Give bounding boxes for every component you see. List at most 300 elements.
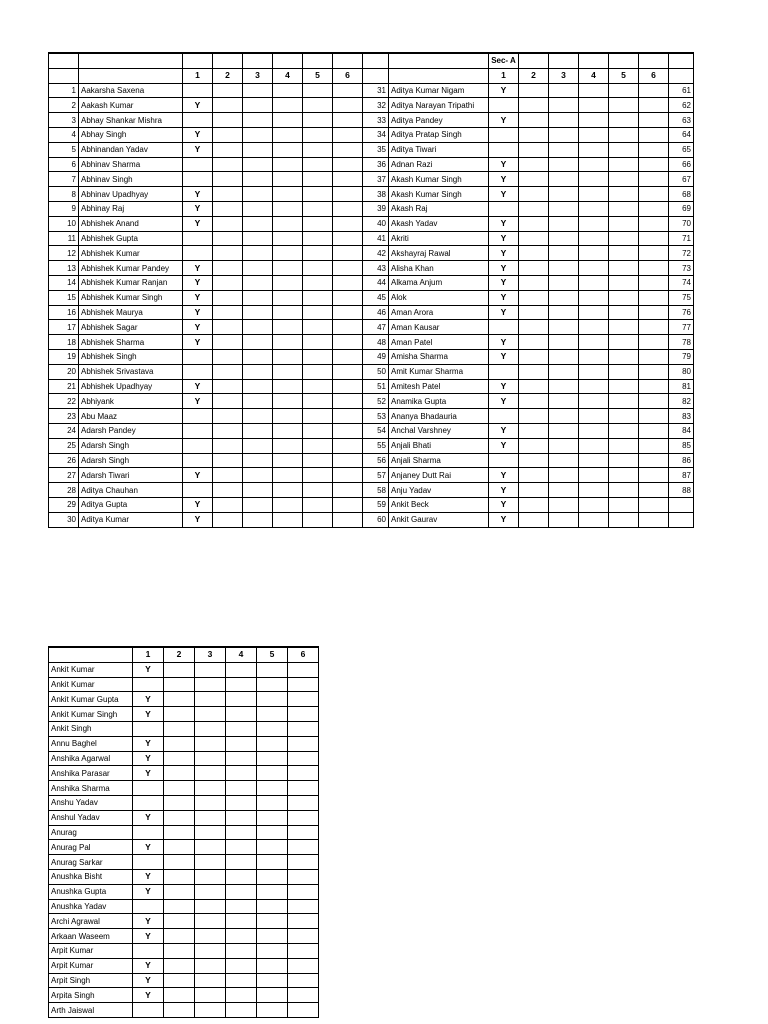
mark-cell	[195, 810, 226, 825]
mark-cell	[164, 825, 195, 840]
mark-cell	[226, 899, 257, 914]
mark-cell	[519, 172, 549, 187]
student-name: Anju Yadav	[389, 483, 489, 498]
mark-cell	[213, 142, 243, 157]
mark-cell	[288, 855, 319, 870]
mark-cell	[257, 692, 288, 707]
mark-cell	[609, 483, 639, 498]
mark-cell	[609, 305, 639, 320]
mark-cell	[609, 246, 639, 261]
student-name: Aditya Chauhan	[79, 483, 183, 498]
mark-cell	[195, 929, 226, 944]
mark-cell	[609, 320, 639, 335]
roll-number: 9	[49, 201, 79, 216]
mark-cell	[195, 958, 226, 973]
mark-cell	[226, 721, 257, 736]
student-name: Arth Jaiswal	[49, 1003, 133, 1018]
mark-cell	[549, 364, 579, 379]
column-header: 6	[639, 68, 669, 83]
column-header: 4	[273, 68, 303, 83]
mark-cell	[489, 320, 519, 335]
mark-cell	[213, 379, 243, 394]
roll-number: 28	[49, 483, 79, 498]
mark-cell	[183, 349, 213, 364]
table-row	[49, 142, 694, 157]
mark-cell	[273, 275, 303, 290]
mark-cell	[213, 320, 243, 335]
roll-number-continued: 63	[669, 113, 694, 128]
roll-number: 27	[49, 468, 79, 483]
mark-cell: Y	[183, 187, 213, 202]
roll-number: 32	[363, 98, 389, 113]
mark-cell	[183, 83, 213, 98]
empty-cell	[333, 53, 363, 68]
mark-cell	[213, 423, 243, 438]
mark-cell	[164, 899, 195, 914]
roll-number: 18	[49, 335, 79, 350]
mark-cell	[183, 246, 213, 261]
student-name: Anushka Yadav	[49, 899, 133, 914]
empty-cell	[49, 647, 133, 662]
mark-cell	[303, 468, 333, 483]
mark-cell: Y	[489, 261, 519, 276]
mark-cell	[243, 453, 273, 468]
roll-number-continued: 87	[669, 468, 694, 483]
table-row	[49, 497, 694, 512]
mark-cell	[164, 884, 195, 899]
mark-cell	[519, 512, 549, 527]
mark-cell	[333, 231, 363, 246]
empty-cell	[389, 53, 489, 68]
mark-cell	[183, 483, 213, 498]
mark-cell	[195, 869, 226, 884]
section-row	[49, 53, 694, 68]
student-name: Aman Patel	[389, 335, 489, 350]
roll-number: 11	[49, 231, 79, 246]
mark-cell	[609, 468, 639, 483]
empty-cell	[389, 68, 489, 83]
mark-cell	[303, 438, 333, 453]
student-name: Abhishek Gupta	[79, 231, 183, 246]
mark-cell	[579, 335, 609, 350]
mark-cell	[333, 497, 363, 512]
mark-cell	[226, 840, 257, 855]
mark-cell	[213, 335, 243, 350]
column-header: 3	[195, 647, 226, 662]
mark-cell	[257, 781, 288, 796]
roll-number-continued: 79	[669, 349, 694, 364]
mark-cell	[609, 394, 639, 409]
mark-cell	[273, 157, 303, 172]
mark-cell	[639, 261, 669, 276]
roll-number: 1	[49, 83, 79, 98]
mark-cell	[609, 275, 639, 290]
mark-cell	[164, 721, 195, 736]
roll-number: 34	[363, 127, 389, 142]
empty-cell	[579, 53, 609, 68]
table-row	[49, 929, 319, 944]
mark-cell	[489, 201, 519, 216]
roll-number-continued: 72	[669, 246, 694, 261]
mark-cell	[257, 707, 288, 722]
mark-cell	[519, 335, 549, 350]
mark-cell	[195, 662, 226, 677]
mark-cell: Y	[489, 305, 519, 320]
student-name: Anushka Gupta	[49, 884, 133, 899]
mark-cell	[639, 216, 669, 231]
mark-cell	[195, 988, 226, 1003]
table-row	[49, 766, 319, 781]
mark-cell	[579, 261, 609, 276]
table-row	[49, 677, 319, 692]
student-name: Abhinav Sharma	[79, 157, 183, 172]
roll-number-continued: 76	[669, 305, 694, 320]
table-row	[49, 187, 694, 202]
mark-cell	[333, 364, 363, 379]
table-row	[49, 781, 319, 796]
mark-cell	[333, 305, 363, 320]
mark-cell	[195, 781, 226, 796]
mark-cell	[549, 261, 579, 276]
mark-cell	[333, 113, 363, 128]
mark-cell: Y	[489, 246, 519, 261]
mark-cell	[333, 290, 363, 305]
mark-cell	[639, 335, 669, 350]
mark-cell	[609, 83, 639, 98]
student-name: Abhishek Kumar Pandey	[79, 261, 183, 276]
mark-cell	[226, 884, 257, 899]
mark-cell	[195, 751, 226, 766]
table-row	[49, 468, 694, 483]
empty-cell	[549, 53, 579, 68]
column-header: 3	[243, 68, 273, 83]
mark-cell	[257, 721, 288, 736]
roll-number: 59	[363, 497, 389, 512]
mark-cell	[519, 320, 549, 335]
student-name: Aditya Pratap Singh	[389, 127, 489, 142]
mark-cell	[303, 394, 333, 409]
mark-cell	[549, 216, 579, 231]
mark-cell	[288, 736, 319, 751]
mark-cell	[273, 187, 303, 202]
table-row	[49, 483, 694, 498]
mark-cell: Y	[489, 512, 519, 527]
roll-number: 10	[49, 216, 79, 231]
mark-cell	[303, 453, 333, 468]
mark-cell	[579, 83, 609, 98]
mark-cell	[549, 157, 579, 172]
mark-cell	[243, 216, 273, 231]
mark-cell	[243, 438, 273, 453]
mark-cell	[273, 512, 303, 527]
mark-cell	[226, 810, 257, 825]
mark-cell	[639, 187, 669, 202]
mark-cell	[195, 1003, 226, 1018]
mark-cell	[243, 409, 273, 424]
mark-cell	[609, 231, 639, 246]
mark-cell	[519, 127, 549, 142]
mark-cell	[639, 497, 669, 512]
mark-cell	[195, 973, 226, 988]
mark-cell: Y	[133, 810, 164, 825]
mark-cell	[288, 869, 319, 884]
roll-number: 24	[49, 423, 79, 438]
mark-cell	[213, 216, 243, 231]
mark-cell	[288, 825, 319, 840]
student-name: Abhishek Anand	[79, 216, 183, 231]
mark-cell	[609, 512, 639, 527]
mark-cell	[226, 677, 257, 692]
mark-cell: Y	[489, 468, 519, 483]
roll-number: 26	[49, 453, 79, 468]
student-name: Alkama Anjum	[389, 275, 489, 290]
attendance-table-continued-body	[49, 647, 319, 1017]
mark-cell	[303, 275, 333, 290]
mark-cell: Y	[133, 988, 164, 1003]
mark-cell	[549, 423, 579, 438]
mark-cell	[549, 335, 579, 350]
mark-cell	[257, 751, 288, 766]
mark-cell	[164, 781, 195, 796]
roll-number: 44	[363, 275, 389, 290]
mark-cell	[288, 1003, 319, 1018]
student-name: Anshika Agarwal	[49, 751, 133, 766]
mark-cell	[133, 943, 164, 958]
header-row	[49, 68, 694, 83]
mark-cell	[303, 172, 333, 187]
mark-cell	[273, 453, 303, 468]
mark-cell	[333, 379, 363, 394]
mark-cell	[288, 751, 319, 766]
mark-cell	[195, 884, 226, 899]
mark-cell: Y	[133, 662, 164, 677]
mark-cell	[333, 98, 363, 113]
table-row	[49, 899, 319, 914]
empty-cell	[79, 53, 183, 68]
roll-number: 13	[49, 261, 79, 276]
mark-cell: Y	[489, 335, 519, 350]
mark-cell	[303, 423, 333, 438]
mark-cell	[579, 379, 609, 394]
mark-cell	[273, 172, 303, 187]
mark-cell	[133, 855, 164, 870]
empty-cell	[243, 53, 273, 68]
mark-cell	[639, 512, 669, 527]
mark-cell	[243, 320, 273, 335]
mark-cell: Y	[133, 884, 164, 899]
roll-number: 20	[49, 364, 79, 379]
mark-cell	[195, 736, 226, 751]
mark-cell	[303, 261, 333, 276]
roll-number: 37	[363, 172, 389, 187]
mark-cell	[133, 781, 164, 796]
header-row	[49, 647, 319, 662]
roll-number: 36	[363, 157, 389, 172]
mark-cell	[549, 201, 579, 216]
mark-cell: Y	[133, 692, 164, 707]
mark-cell	[639, 290, 669, 305]
mark-cell	[303, 512, 333, 527]
empty-cell	[303, 53, 333, 68]
roll-number: 16	[49, 305, 79, 320]
mark-cell	[257, 929, 288, 944]
table-row	[49, 721, 319, 736]
mark-cell	[639, 113, 669, 128]
mark-cell	[489, 142, 519, 157]
roll-number-continued: 78	[669, 335, 694, 350]
attendance-table-body	[49, 53, 694, 527]
mark-cell	[243, 142, 273, 157]
mark-cell	[579, 113, 609, 128]
mark-cell	[333, 157, 363, 172]
mark-cell	[519, 246, 549, 261]
mark-cell	[579, 512, 609, 527]
student-name: Abhishek Singh	[79, 349, 183, 364]
roll-number-continued: 68	[669, 187, 694, 202]
mark-cell	[333, 394, 363, 409]
mark-cell	[579, 364, 609, 379]
mark-cell: Y	[489, 423, 519, 438]
roll-number: 55	[363, 438, 389, 453]
mark-cell	[303, 379, 333, 394]
table-row	[49, 231, 694, 246]
mark-cell: Y	[489, 187, 519, 202]
roll-number: 48	[363, 335, 389, 350]
mark-cell	[133, 899, 164, 914]
student-name: Anjali Bhati	[389, 438, 489, 453]
student-name: Ankit Kumar Singh	[49, 707, 133, 722]
mark-cell: Y	[489, 483, 519, 498]
mark-cell	[273, 98, 303, 113]
roll-number-continued: 69	[669, 201, 694, 216]
mark-cell: Y	[183, 275, 213, 290]
mark-cell	[164, 973, 195, 988]
mark-cell	[639, 364, 669, 379]
mark-cell	[257, 677, 288, 692]
mark-cell	[549, 98, 579, 113]
mark-cell	[226, 736, 257, 751]
mark-cell	[579, 98, 609, 113]
mark-cell	[609, 157, 639, 172]
mark-cell	[303, 497, 333, 512]
section-label: Sec- A	[489, 53, 519, 68]
mark-cell	[579, 483, 609, 498]
mark-cell	[549, 438, 579, 453]
mark-cell	[549, 231, 579, 246]
roll-number: 58	[363, 483, 389, 498]
mark-cell	[243, 290, 273, 305]
column-header: 2	[213, 68, 243, 83]
mark-cell	[333, 423, 363, 438]
student-name: Annu Baghel	[49, 736, 133, 751]
mark-cell	[243, 231, 273, 246]
roll-number: 23	[49, 409, 79, 424]
student-name: Amitesh Patel	[389, 379, 489, 394]
roll-number: 51	[363, 379, 389, 394]
roll-number: 54	[363, 423, 389, 438]
mark-cell	[333, 483, 363, 498]
mark-cell	[489, 98, 519, 113]
student-name: Amit Kumar Sharma	[389, 364, 489, 379]
roll-number: 30	[49, 512, 79, 527]
mark-cell	[303, 246, 333, 261]
mark-cell	[195, 825, 226, 840]
mark-cell	[549, 305, 579, 320]
mark-cell	[303, 290, 333, 305]
mark-cell	[164, 840, 195, 855]
roll-number-continued: 75	[669, 290, 694, 305]
column-header: 1	[133, 647, 164, 662]
student-name: Akash Raj	[389, 201, 489, 216]
mark-cell: Y	[133, 929, 164, 944]
mark-cell: Y	[183, 127, 213, 142]
mark-cell	[579, 438, 609, 453]
mark-cell	[183, 438, 213, 453]
mark-cell	[243, 157, 273, 172]
student-name: Abhinandan Yadav	[79, 142, 183, 157]
roll-number: 29	[49, 497, 79, 512]
student-name: Ankit Kumar	[49, 677, 133, 692]
student-name: Amisha Sharma	[389, 349, 489, 364]
mark-cell	[549, 113, 579, 128]
student-name: Anshika Parasar	[49, 766, 133, 781]
mark-cell	[609, 172, 639, 187]
mark-cell	[333, 409, 363, 424]
mark-cell	[579, 275, 609, 290]
mark-cell	[257, 869, 288, 884]
mark-cell	[579, 142, 609, 157]
student-name: Aman Kausar	[389, 320, 489, 335]
mark-cell	[333, 246, 363, 261]
mark-cell	[639, 201, 669, 216]
mark-cell	[213, 453, 243, 468]
table-row	[49, 172, 694, 187]
table-row	[49, 512, 694, 527]
roll-number-continued: 62	[669, 98, 694, 113]
mark-cell	[273, 231, 303, 246]
mark-cell	[519, 453, 549, 468]
student-name: Abu Maaz	[79, 409, 183, 424]
mark-cell	[303, 305, 333, 320]
mark-cell	[226, 1003, 257, 1018]
mark-cell	[579, 394, 609, 409]
mark-cell	[195, 840, 226, 855]
mark-cell	[164, 795, 195, 810]
mark-cell	[639, 453, 669, 468]
mark-cell	[257, 958, 288, 973]
mark-cell	[288, 899, 319, 914]
student-name: Aditya Kumar Nigam	[389, 83, 489, 98]
mark-cell	[609, 113, 639, 128]
mark-cell	[609, 335, 639, 350]
mark-cell: Y	[133, 766, 164, 781]
mark-cell	[243, 275, 273, 290]
mark-cell	[273, 379, 303, 394]
mark-cell	[257, 810, 288, 825]
roll-number-continued	[669, 512, 694, 527]
mark-cell	[579, 172, 609, 187]
mark-cell	[579, 201, 609, 216]
mark-cell	[519, 438, 549, 453]
roll-number-continued: 83	[669, 409, 694, 424]
mark-cell	[164, 662, 195, 677]
roll-number-continued: 88	[669, 483, 694, 498]
mark-cell	[579, 468, 609, 483]
mark-cell	[257, 988, 288, 1003]
roll-number: 17	[49, 320, 79, 335]
mark-cell	[226, 929, 257, 944]
empty-cell	[609, 53, 639, 68]
